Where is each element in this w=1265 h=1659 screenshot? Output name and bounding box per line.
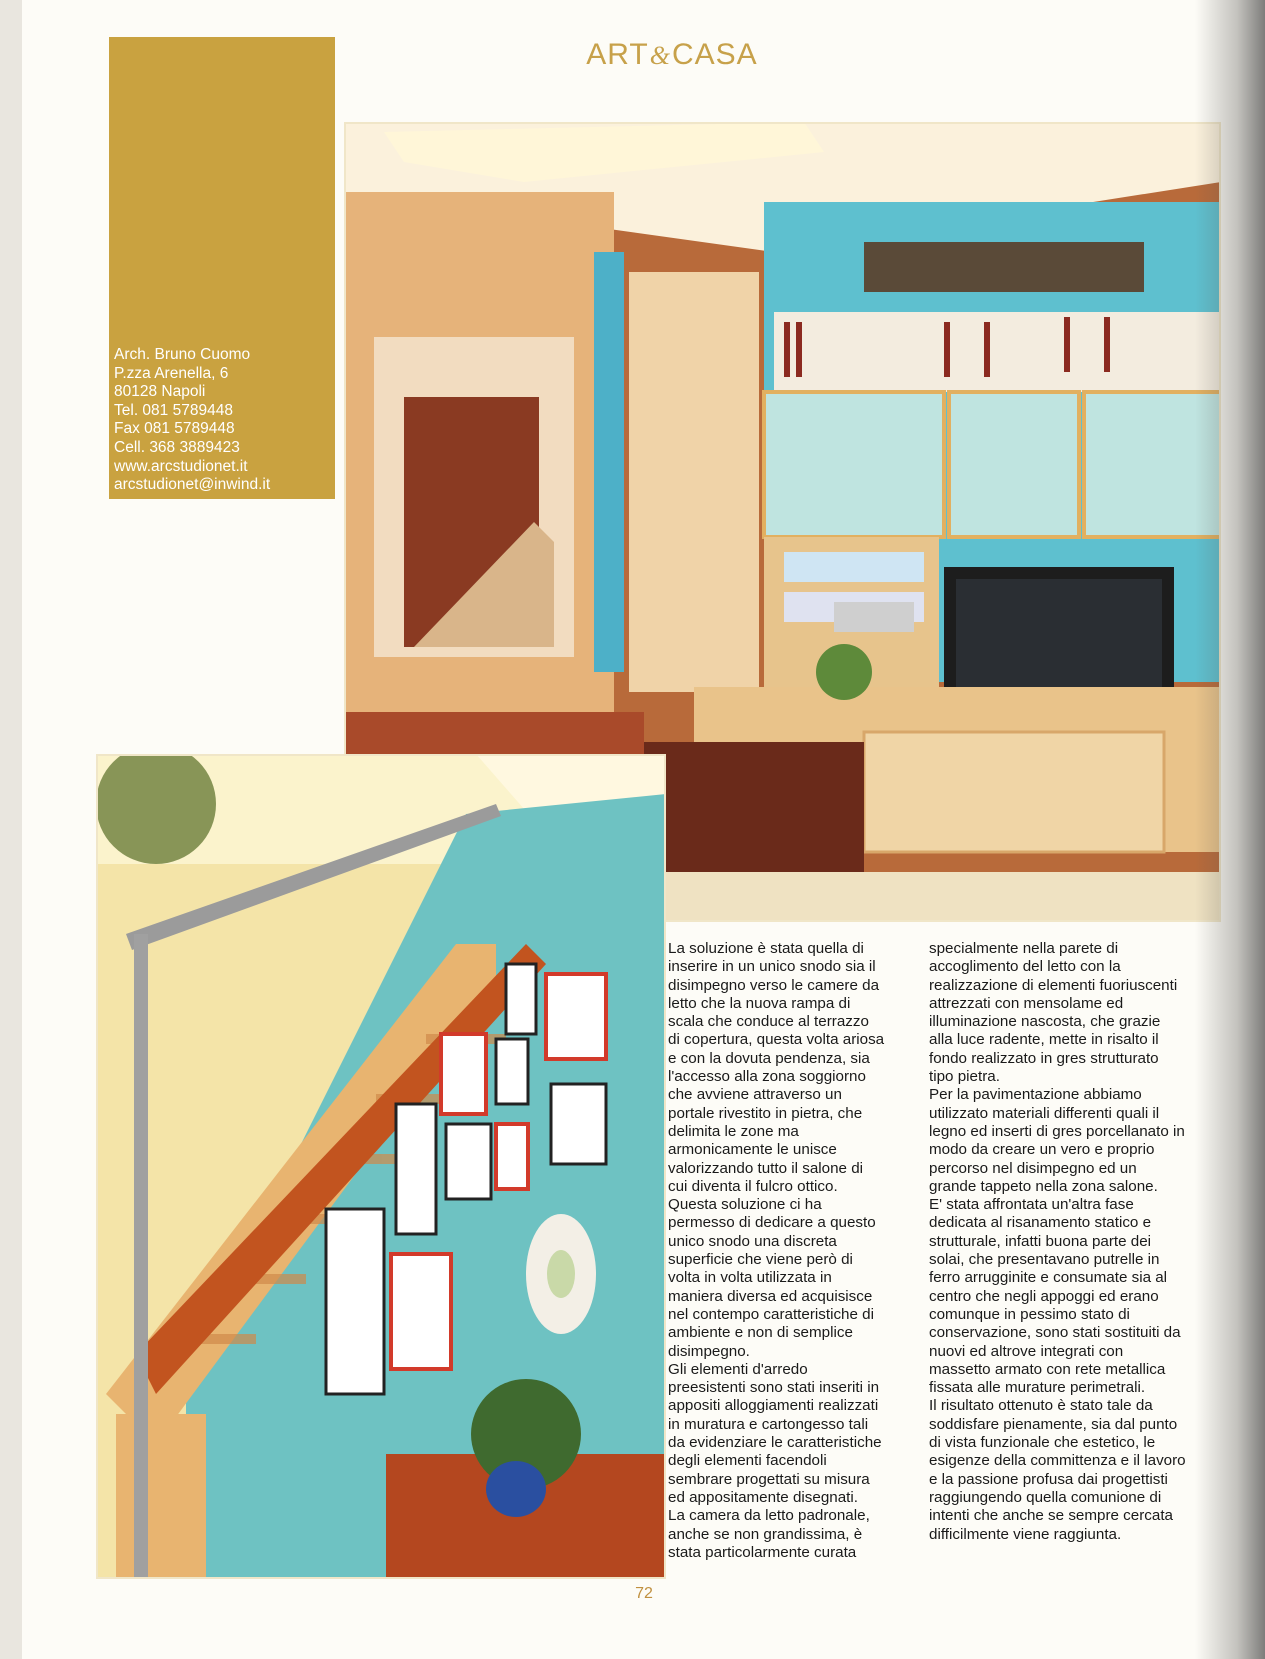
article-line: strutturale, infatti buona parte dei: [929, 1232, 1152, 1250]
article-line: valorizzando tutto il salone di: [668, 1159, 864, 1177]
article-line: delimita le zone ma: [668, 1122, 799, 1140]
article-line: degli elementi facendoli: [668, 1452, 827, 1470]
article-line: inserire in un unico snodo sia il: [668, 958, 876, 976]
article-line: difficilmente viene raggiunta.: [929, 1525, 1122, 1543]
article-line: appositi alloggiamenti realizzati: [668, 1397, 879, 1415]
article-line: maniera diversa ed acquisisce: [668, 1287, 873, 1305]
contact-line: 80128 Napoli: [114, 383, 206, 401]
article-line: e la passione profusa dai progettisti: [929, 1470, 1168, 1488]
article-line: intenti che anche se sempre cercata: [929, 1507, 1173, 1525]
article-line: disimpegno.: [668, 1342, 750, 1360]
article-line: utilizzato materiali differenti quali il: [929, 1104, 1160, 1122]
masthead-casa: CASA: [672, 38, 758, 71]
article-line: modo da creare un vero e proprio: [929, 1141, 1155, 1159]
article-line: solai, che presentavano putrelle in: [929, 1251, 1160, 1269]
article-line: unico snodo una discreta: [668, 1232, 837, 1250]
article-line: attrezzati con mensolame ed: [929, 994, 1124, 1012]
article-line: accoglimento del letto con la: [929, 958, 1121, 976]
contact-line: Arch. Bruno Cuomo: [114, 346, 251, 363]
contact-line: Fax 081 5789448: [114, 420, 235, 438]
article-line: ferro arrugginite e consumate sia al: [929, 1269, 1168, 1287]
staircase-photo: [96, 754, 666, 1579]
article-column-1: [668, 940, 918, 1562]
article-line: di vista funzionale che estetico, le: [929, 1434, 1156, 1452]
article-line: sembrare progettati su misura: [668, 1470, 870, 1488]
article-line: centro che negli appoggi ed erano: [929, 1287, 1159, 1305]
contact-line: P.zza Arenella, 6: [114, 364, 229, 382]
article-line: volta in volta utilizzata in: [668, 1269, 832, 1287]
article-line: anche se non grandissima, è: [668, 1525, 863, 1543]
magazine-page: [22, 0, 1265, 1659]
masthead: [542, 38, 802, 72]
article-line: cui diventa il fulcro ottico.: [668, 1177, 838, 1195]
article-line: ambiente e non di semplice: [668, 1324, 853, 1342]
article-line: comunque in pessimo stato di: [929, 1305, 1130, 1323]
page-number: 72: [635, 1585, 653, 1602]
masthead-amp: &: [649, 41, 671, 70]
article-column-2: [929, 940, 1209, 1544]
contact-line: Tel. 081 5789448: [114, 401, 233, 419]
article-line: portale rivestito in pietra, che: [668, 1104, 863, 1122]
article-line: La soluzione è stata quella di: [668, 940, 864, 957]
article-line: La camera da letto padronale,: [668, 1507, 870, 1525]
article-line: e con la dovuta pendenza, sia: [668, 1049, 870, 1067]
article-line: di copertura, questa volta ariosa: [668, 1031, 885, 1049]
article-line: Per la pavimentazione abbiamo: [929, 1086, 1142, 1104]
article-line: esigenze della committenza e il lavoro: [929, 1452, 1186, 1470]
article-line: nuovi ed altrove integrati con: [929, 1342, 1124, 1360]
contact-line: arcstudionet@inwind.it: [114, 476, 271, 494]
article-line: stata particolarmente curata: [668, 1543, 857, 1561]
contact-box: [109, 37, 335, 499]
article-line: E' stata affrontata un'altra fase: [929, 1196, 1134, 1214]
article-line: armonicamente le unisce: [668, 1141, 837, 1159]
article-line: Questa soluzione ci ha: [668, 1196, 822, 1214]
article-line: disimpegno verso le camere da: [668, 976, 880, 994]
article-line: illuminazione nascosta, che grazie: [929, 1013, 1161, 1031]
article-line: realizzazione di elementi fuoriuscenti: [929, 976, 1178, 994]
article-line: conservazione, sono stati sostituiti da: [929, 1324, 1181, 1342]
article-line: Gli elementi d'arredo: [668, 1360, 808, 1378]
article-line: percorso nel disimpegno ed un: [929, 1159, 1137, 1177]
article-line: specialmente nella parete di: [929, 940, 1119, 957]
article-line: superficie che viene però di: [668, 1251, 853, 1269]
contact-line: www.arcstudionet.it: [114, 457, 248, 475]
article-line: scala che conduce al terrazzo: [668, 1013, 869, 1031]
article-line: ed appositamente disegnati.: [668, 1488, 858, 1506]
binding-shadow: [1195, 0, 1265, 1659]
article-line: raggiungendo quella comunione di: [929, 1488, 1162, 1506]
article-line: permesso di dedicare a questo: [668, 1214, 876, 1232]
article-line: fondo realizzato in gres strutturato: [929, 1049, 1159, 1067]
article-line: Il risultato ottenuto è stato tale da: [929, 1397, 1153, 1415]
article-line: grande tappeto nella zona salone.: [929, 1177, 1158, 1195]
article-line: massetto armato con rete metallica: [929, 1360, 1166, 1378]
article-line: legno ed inserti di gres porcellanato in: [929, 1122, 1185, 1140]
article-line: l'accesso alla zona soggiorno: [668, 1068, 866, 1086]
contact-line: Cell. 368 3889423: [114, 438, 240, 456]
article-line: che avviene attraverso un: [668, 1086, 842, 1104]
article-line: soddisfare pienamente, sia dal punto: [929, 1415, 1178, 1433]
masthead-art: ART: [586, 38, 649, 71]
article-line: in muratura e cartongesso tali: [668, 1415, 869, 1433]
article-line: preesistenti sono stati inseriti in: [668, 1379, 880, 1397]
article-line: alla luce radente, mette in risalto il: [929, 1031, 1159, 1049]
article-line: nel contempo caratteristiche di: [668, 1305, 874, 1323]
article-line: dedicata al risanamento statico e: [929, 1214, 1152, 1232]
contact-info: [114, 346, 270, 495]
article-line: letto che la nuova rampa di: [668, 994, 851, 1012]
article-line: fissata alle murature perimetrali.: [929, 1379, 1146, 1397]
article-line: tipo pietra.: [929, 1068, 1000, 1086]
article-line: da evidenziare le caratteristiche: [668, 1434, 882, 1452]
